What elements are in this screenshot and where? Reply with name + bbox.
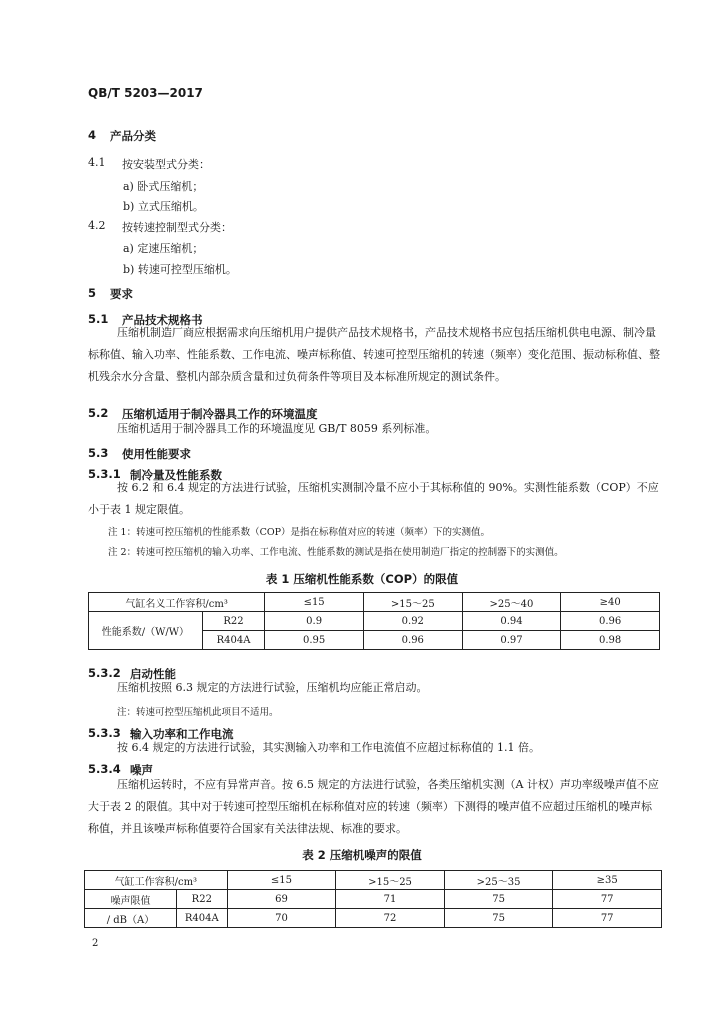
table-2-caption: 表 2 压缩机噪声的限值 [302, 848, 422, 862]
clause-5-3-2-title: 启动性能 [130, 667, 176, 681]
table-2-col-2: >25～35 [444, 871, 553, 890]
clause-5-3-1-note-2: 注 2：转速可控压缩机的输入功率、工作电流、性能系数的测试是指在使用制造厂指定的控制器下的实测值。 [108, 547, 564, 558]
table-1-col-2: >25～40 [462, 593, 561, 612]
clause-5-3-1-note-1: 注 1：转速可控压缩机的性能系数（COP）是指在标称值对应的转速（频率）下的实测值。 [108, 527, 491, 538]
clause-5-3-1-title: 制冷量及性能系数 [130, 468, 222, 482]
table-1-refrigerant: R404A [202, 631, 265, 650]
clause-5-1-title: 产品技术规格书 [122, 313, 203, 327]
table-1-cop-limits [88, 592, 660, 650]
table-2-row-label-2: / dB（A） [85, 909, 177, 928]
table-2-col-0: ≤15 [227, 871, 336, 890]
clause-5-3-3-number: 5.3.3 [88, 726, 121, 740]
table-cell: 0.94 [462, 612, 561, 631]
clause-5-3-1-paragraph: 按 6.2 和 6.4 规定的方法进行试验，压缩机实测制冷量不应小于其标称值的 90%。实测性能系数（COP）不应小于表 1 规定限值。 [88, 481, 659, 516]
table-1-caption: 表 1 压缩机性能系数（COP）的限值 [265, 572, 459, 586]
table-cell: 77 [553, 890, 662, 909]
table-2-row-label-1: 噪声限值 [85, 890, 177, 909]
clause-5-3-3-title: 输入功率和工作电流 [130, 727, 234, 741]
section-4-title: 产品分类 [110, 129, 156, 143]
table-row [89, 612, 660, 631]
table-1-col-3: ≥40 [561, 593, 660, 612]
clause-4-2-number: 4.2 [88, 219, 106, 232]
clause-4-1-text: 按安装型式分类： [122, 158, 210, 171]
table-row [85, 871, 662, 890]
clause-5-2-number: 5.2 [88, 406, 109, 420]
table-1-row-label: 性能系数/（W/W） [89, 612, 203, 650]
clause-5-3-2-note: 注：转速可控型压缩机此项目不适用。 [117, 707, 279, 718]
clause-5-3-1-number: 5.3.1 [88, 467, 121, 481]
table-cell: 0.9 [265, 612, 364, 631]
table-cell: 70 [227, 909, 336, 928]
table-2-refrigerant: R22 [176, 890, 227, 909]
clause-5-2-title: 压缩机适用于制冷器具工作的环境温度 [122, 407, 318, 421]
table-cell: 0.96 [561, 612, 660, 631]
table-1-refrigerant: R22 [202, 612, 265, 631]
table-cell: 0.92 [363, 612, 462, 631]
table-cell: 0.98 [561, 631, 660, 650]
table-2-refrigerant: R404A [176, 909, 227, 928]
clause-5-3-4-number: 5.3.4 [88, 762, 121, 776]
section-4-number: 4 [88, 128, 97, 142]
table-2-col-1: >15～25 [336, 871, 445, 890]
table-cell: 0.96 [363, 631, 462, 650]
table-cell: 75 [444, 890, 553, 909]
clause-5-1-number: 5.1 [88, 312, 109, 326]
table-2-col-3: ≥35 [553, 871, 662, 890]
clause-5-3-title: 使用性能要求 [122, 447, 191, 461]
clause-5-3-number: 5.3 [88, 446, 109, 460]
clause-5-1-paragraph: 压缩机制造厂商应根据需求向压缩机用户提供产品技术规格书，产品技术规格书应包括压缩机供电电源、制冷量标称值、输入功率、性能系数、工作电流、噪声标称值、转速可控型压缩机的转速（频率）变化范围、振动标称值、整机残余水分含量、整机内部杂质含量和过负荷条件等项目及本标准所规定的测试条件。 [88, 326, 660, 383]
table-cell: 72 [336, 909, 445, 928]
table-row [89, 593, 660, 612]
clause-5-3-3-paragraph: 按 6.4 规定的方法进行试验，其实测输入功率和工作电流值不应超过标称值的 1.1 倍。 [117, 741, 540, 754]
clause-5-3-4-title: 噪声 [130, 763, 153, 777]
clause-5-3-2-number: 5.3.2 [88, 666, 121, 680]
table-cell: 0.97 [462, 631, 561, 650]
list-item-vertical: b) 立式压缩机。 [123, 200, 204, 213]
clause-5-2-paragraph: 压缩机适用于制冷器具工作的环境温度见 GB/T 8059 系列标准。 [117, 422, 437, 435]
table-cell: 69 [227, 890, 336, 909]
section-5-title: 要求 [110, 287, 133, 301]
clause-4-2-text: 按转速控制型式分类： [122, 221, 232, 234]
list-item-fixed-speed: a) 定速压缩机； [123, 242, 204, 255]
standard-code: QB/T 5203—2017 [88, 86, 203, 100]
clause-5-3-4-paragraph: 压缩机运转时，不应有异常声音。按 6.5 规定的方法进行试验，各类压缩机实测（A 计权）声功率级噪声值不应大于表 2 的限值。其中对于转速可控型压缩机在标称值对应的转速（频率）下测得的噪声值不应超过压缩机的噪声标称值，并且该噪声标称值要符合国家有关法律法规、标准的要求。 [88, 778, 659, 835]
table-1-col-1: >15～25 [363, 593, 462, 612]
table-2-header-label: 气缸工作容积/cm³ [85, 871, 228, 890]
clause-4-1-number: 4.1 [88, 156, 106, 169]
table-row [85, 890, 662, 909]
table-2-noise-limits [84, 870, 662, 928]
page-number: 2 [92, 938, 99, 949]
table-cell: 71 [336, 890, 445, 909]
table-cell: 75 [444, 909, 553, 928]
table-1-header-label: 气缸名义工作容积/cm³ [89, 593, 265, 612]
table-row [85, 909, 662, 928]
list-item-variable-speed: b) 转速可控型压缩机。 [123, 263, 237, 276]
section-5-number: 5 [88, 286, 97, 300]
table-1-col-0: ≤15 [265, 593, 364, 612]
table-cell: 77 [553, 909, 662, 928]
clause-5-3-2-paragraph: 压缩机按照 6.3 规定的方法进行试验，压缩机均应能正常启动。 [117, 681, 428, 694]
table-cell: 0.95 [265, 631, 364, 650]
list-item-horizontal: a) 卧式压缩机； [123, 180, 204, 193]
